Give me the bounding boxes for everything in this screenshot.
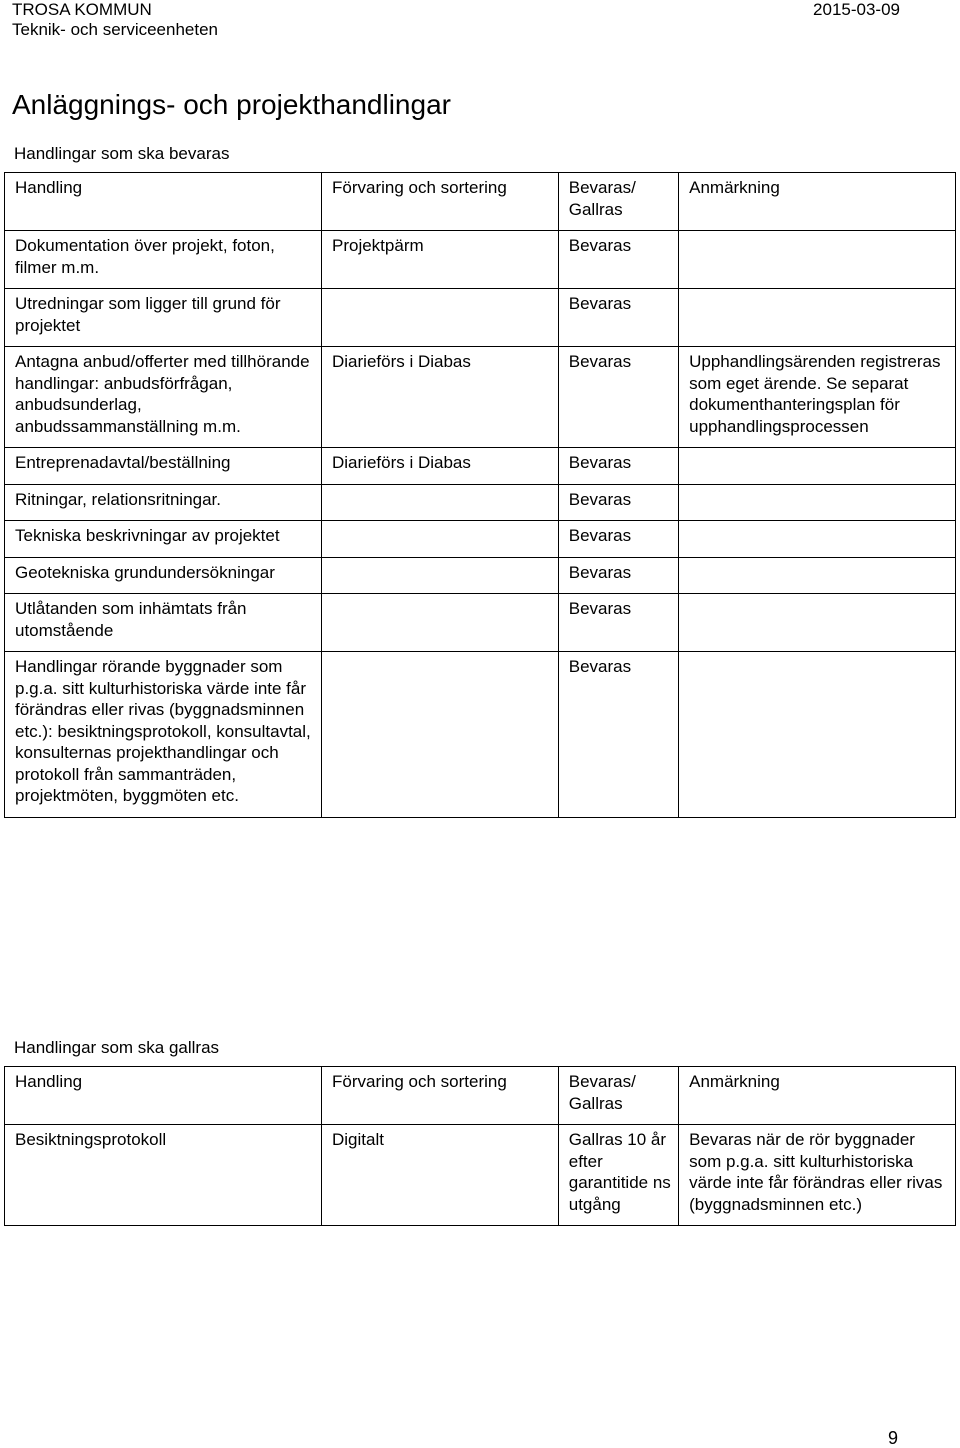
- department-name: Teknik- och serviceenheten: [12, 20, 219, 39]
- table-row: [5, 484, 956, 521]
- column-header-retention: Bevaras/ Gallras: [558, 173, 678, 231]
- column-header-retention: Bevaras/ Gallras: [558, 1067, 678, 1125]
- column-header-storage: Förvaring och sortering: [322, 1067, 559, 1125]
- keep-table: [4, 172, 956, 818]
- column-header-handling: Handling: [5, 173, 322, 231]
- cell-handling: Utlåtanden som inhämtats från utomstående: [5, 594, 322, 652]
- table-row: [5, 1125, 956, 1226]
- cell-storage: Diarieförs i Diabas: [322, 448, 559, 485]
- cell-retention: Bevaras: [558, 347, 678, 448]
- cell-retention: Bevaras: [558, 484, 678, 521]
- cell-retention: Bevaras: [558, 231, 678, 289]
- cell-handling: Entreprenadavtal/beställning: [5, 448, 322, 485]
- column-header-storage: Förvaring och sortering: [322, 173, 559, 231]
- table-row: [5, 289, 956, 347]
- table-row: [5, 231, 956, 289]
- table-row: [5, 521, 956, 558]
- cell-retention: Bevaras: [558, 448, 678, 485]
- table-row: [5, 347, 956, 448]
- table-row: [5, 652, 956, 818]
- cell-remark: [679, 652, 956, 818]
- cell-retention: Bevaras: [558, 521, 678, 558]
- table-header-row: [5, 173, 956, 231]
- discard-section-label: Handlingar som ska gallras: [14, 1038, 220, 1057]
- cell-handling: Tekniska beskrivningar av projektet: [5, 521, 322, 558]
- column-header-handling: Handling: [5, 1067, 322, 1125]
- cell-retention: Bevaras: [558, 652, 678, 818]
- cell-retention: Bevaras: [558, 289, 678, 347]
- cell-handling: Besiktningsprotokoll: [5, 1125, 322, 1226]
- cell-handling: Dokumentation över projekt, foton, filmer m.m.: [5, 231, 322, 289]
- cell-storage: Digitalt: [322, 1125, 559, 1226]
- cell-remark: Upphandlingsärenden registreras som eget ärende. Se separat dokumenthanteringsplan för upphandlingsprocessen: [679, 347, 956, 448]
- cell-storage: [322, 289, 559, 347]
- header-date: 2015-03-09: [813, 0, 900, 19]
- cell-handling: Ritningar, relationsritningar.: [5, 484, 322, 521]
- cell-remark: [679, 231, 956, 289]
- table-row: [5, 448, 956, 485]
- cell-remark: [679, 521, 956, 558]
- cell-storage: Diarieförs i Diabas: [322, 347, 559, 448]
- cell-handling: Geotekniska grundundersökningar: [5, 557, 322, 594]
- cell-storage: [322, 521, 559, 558]
- column-header-remark: Anmärkning: [679, 1067, 956, 1125]
- cell-remark: [679, 594, 956, 652]
- cell-handling: Antagna anbud/offerter med tillhörande handlingar: anbudsförfrågan, anbudsunderlag, anbudssammanställning m.m.: [5, 347, 322, 448]
- keep-section-label: Handlingar som ska bevaras: [14, 144, 230, 163]
- cell-storage: Projektpärm: [322, 231, 559, 289]
- page-header-left: [12, 0, 218, 40]
- cell-storage: [322, 594, 559, 652]
- cell-storage: [322, 557, 559, 594]
- column-header-remark: Anmärkning: [679, 173, 956, 231]
- table-row: [5, 594, 956, 652]
- table-header-row: [5, 1067, 956, 1125]
- document-title: Anläggnings- och projekthandlingar: [12, 89, 451, 120]
- cell-handling: Utredningar som ligger till grund för projektet: [5, 289, 322, 347]
- cell-remark: [679, 557, 956, 594]
- cell-retention: Bevaras: [558, 557, 678, 594]
- cell-retention: Bevaras: [558, 594, 678, 652]
- table-row: [5, 557, 956, 594]
- cell-remark: [679, 448, 956, 485]
- discard-table: [4, 1066, 956, 1226]
- cell-remark: Bevaras när de rör byggnader som p.g.a. sitt kulturhistoriska värde inte får förändras eller rivas (byggnadsminnen etc.): [679, 1125, 956, 1226]
- org-name: TROSA KOMMUN: [12, 0, 152, 19]
- cell-handling: Handlingar rörande byggnader som p.g.a. sitt kulturhistoriska värde inte får förändras eller rivas (byggnadsminnen etc.): besiktningsprotokoll, konsultavtal, konsulternas projekthandlingar och protokoll från sammanträden, projektmöten, byggmöten etc.: [5, 652, 322, 818]
- cell-storage: [322, 484, 559, 521]
- page-number: 9: [887, 1428, 898, 1448]
- cell-storage: [322, 652, 559, 818]
- cell-retention: Gallras 10 år efter garantitide ns utgång: [558, 1125, 678, 1226]
- cell-remark: [679, 484, 956, 521]
- cell-remark: [679, 289, 956, 347]
